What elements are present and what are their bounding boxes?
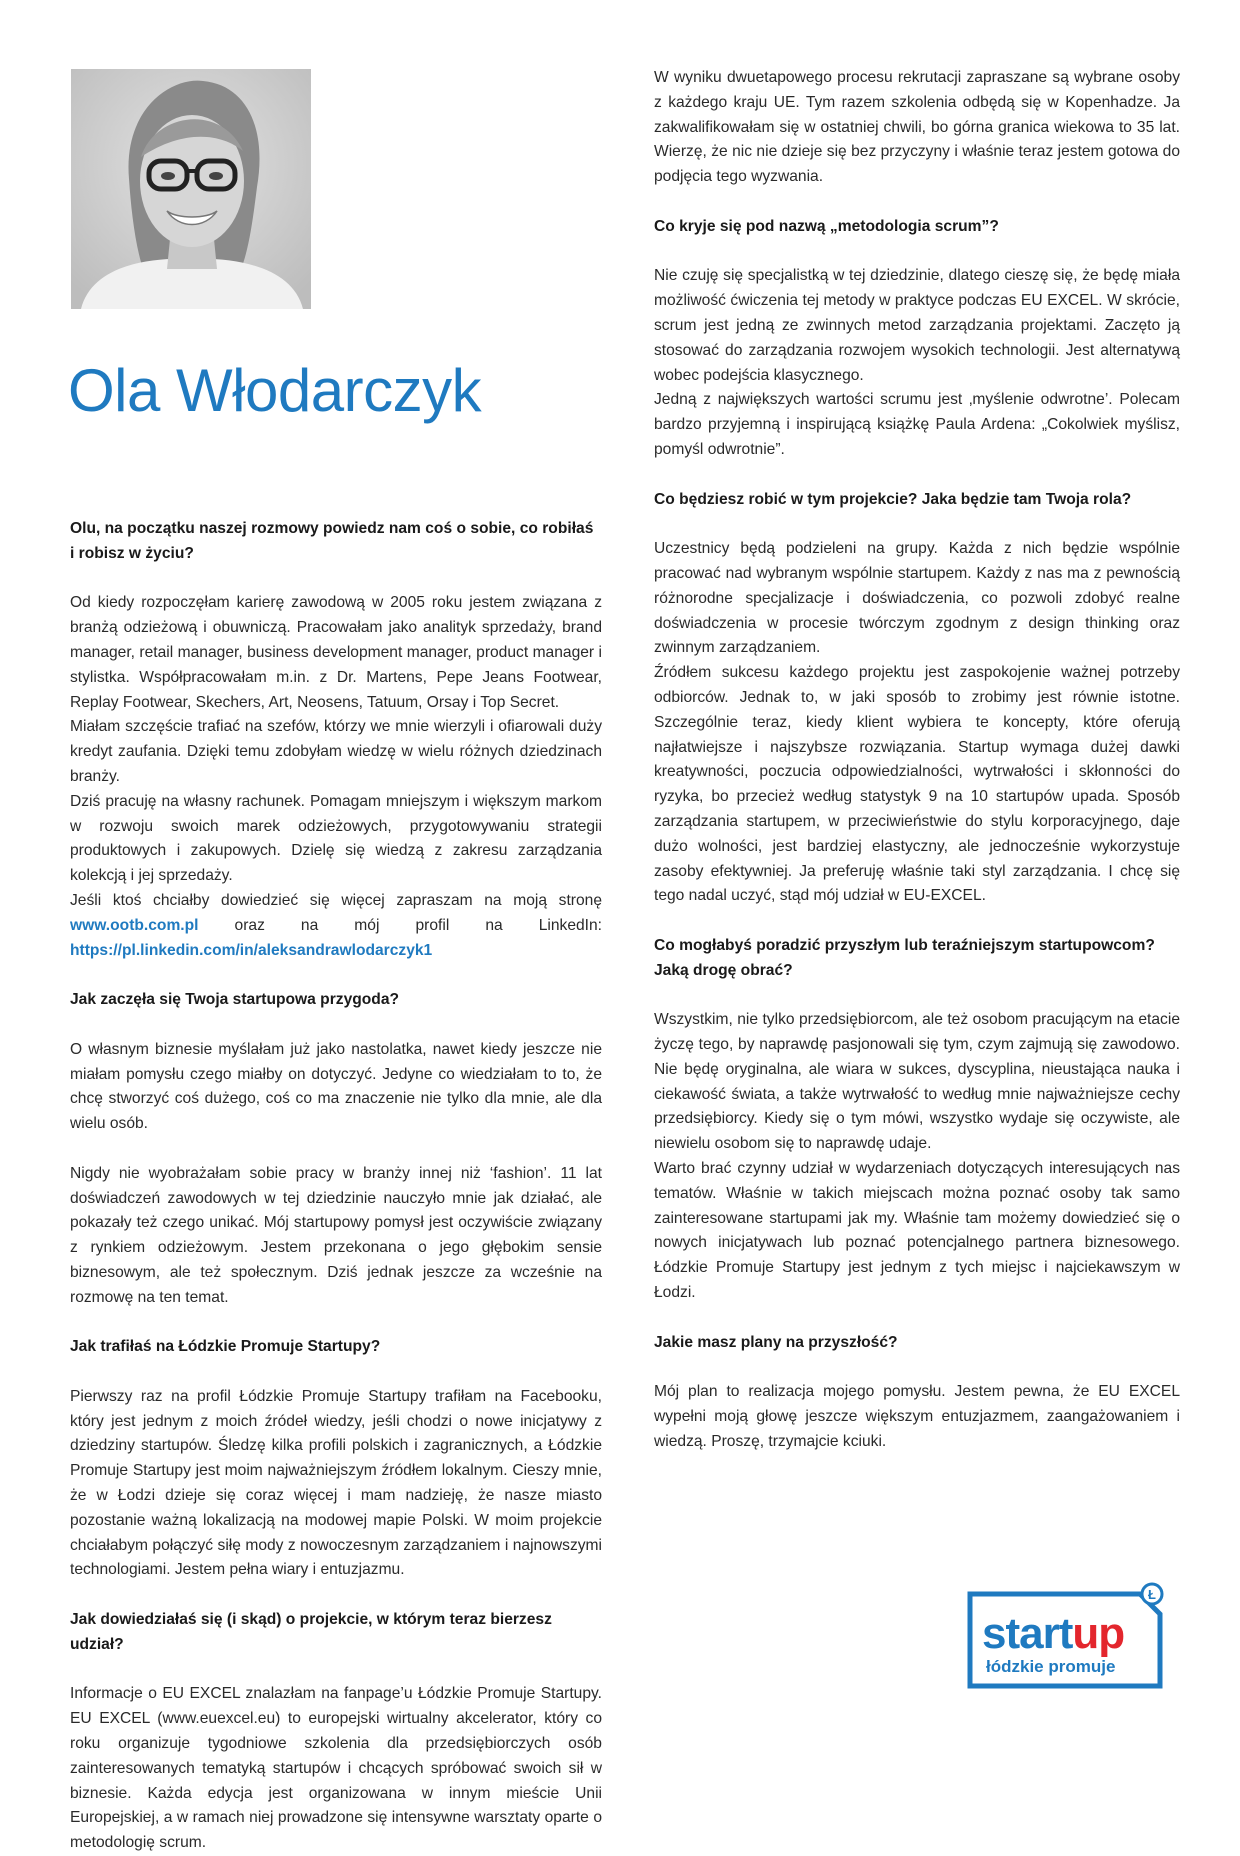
question-heading: Olu, na początku naszej rozmowy powiedz nam coś o sobie, co robiłaś i robisz w życiu? — [70, 520, 594, 562]
answer-paragraph: Uczestnicy będą podzieleni na grupy. Każda z nich będzie wspólnie pracować nad wybranym wspólnie startupem. Każdy z nas ma z pewnością różnorodne specjalizacje i doświadczenia, co pozwoli zdobyć realne doświadczenia w procesie twórczym zgodnym z design thinking oraz zwinnym zarządzaniem. — [654, 540, 1180, 657]
right-column — [654, 66, 1180, 1455]
answer-paragraph: Informacje o EU EXCEL znalazłam na fanpage’u Łódzkie Promuje Startupy. EU EXCEL (www.euexcel.eu) to europejski wirtualny akcelerator, który co roku organizuje tygodniowe szkolenia dla przedsiębiorczych osób zainteresowanych tematyką startupów i chcących spróbować swoich sił w biznesie. Każda edycja jest organizowana w innym mieście Unii Europejskiej, a w ramach niej prowadzone się intensywne warsztaty oparte o metodologię scrum. — [70, 1685, 602, 1852]
logo-tagline: łódzkie promuje — [986, 1657, 1116, 1676]
question-heading: Co kryje się pod nazwą „metodologia scrum”? — [654, 217, 999, 235]
answer-paragraph: Miałam szczęście trafiać na szefów, którzy we mnie wierzyli i ofiarowali duży kredyt zaufania. Dzięki temu zdobyłam wiedzę w wielu różnych dziedzinach branży. — [70, 718, 602, 785]
startup-lodzkie-promuje-logo — [964, 1582, 1168, 1692]
person-name: Ola Włodarczyk — [68, 357, 482, 424]
left-column — [70, 517, 602, 1856]
answer-paragraph: Nigdy nie wyobrażałam sobie pracy w branży innej niż ‘fashion’. 11 lat doświadczeń zawodowych w tej dziedzinie nauczyło mnie jak działać, ale pokazały też czego unikać. Mój startupowy pomysł jest oczywiście związany z rynkiem odzieżowym. Jestem przekonana o jego głębokim sensie biznesowym, ale też społecznym. Dziś jednak jeszcze za wcześnie na rozmowę na ten temat. — [70, 1164, 602, 1306]
question-heading: Jak trafiłaś na Łódzkie Promuje Startupy? — [70, 1338, 381, 1356]
logo-graphic — [964, 1582, 1168, 1692]
question-heading: Jakie masz plany na przyszłość? — [654, 1333, 898, 1351]
question-heading: Jak zaczęła się Twoja startupowa przygoda? — [70, 991, 400, 1009]
portrait-photo — [71, 69, 311, 309]
answer-paragraph: Wszystkim, nie tylko przedsiębiorcom, ale też osobom pracującym na etacie życzę tego, by naprawdę pasjonowali się tym, czym zajmują się zawodowo. Nie będę oryginalna, ale wiara w sukces, dyscyplina, nieustająca nauka i ciekawość świata, a także wytrwałość to według mnie najważniejsze cechy przedsiębiorcy. Kiedy się o tym mówi, wszystko wydaje się oczywiste, ale niewielu osobom się to naprawdę udaje. — [654, 1011, 1180, 1153]
answer-paragraph-with-links — [70, 889, 602, 963]
question-heading — [654, 934, 1180, 984]
question-line: Co mogłabyś poradzić przyszłym lub teraźniejszym startupowcom? — [654, 936, 1155, 954]
answer-paragraph: Od kiedy rozpoczęłam karierę zawodową w 2005 roku jestem związana z branżą odzieżową i obuwniczą. Pracowałam jako analityk sprzedaży, brand manager, retail manager, business development manager, product manager i stylistka. Współpracowałam m.in. z Dr. Martens, Pepe Jeans Footwear, Replay Footwear, Skechers, Art, Neosens, Tatuum, Orsay i Top Secret. — [70, 594, 602, 711]
question-heading: Co będziesz robić w tym projekcie? Jaka będzie tam Twoja rola? — [654, 490, 1132, 508]
answer-paragraph: Mój plan to realizacja mojego pomysłu. Jestem pewna, że EU EXCEL wypełni moją głowę jeszcze większym entuzjazmem, zaangażowaniem i wiedzą. Proszę, trzymajcie kciuki. — [654, 1383, 1180, 1450]
question-heading: Jak dowiedziałaś się (i skąd) o projekcie, w którym teraz bierzesz udział? — [70, 1611, 552, 1653]
answer-paragraph: Pierwszy raz na profil Łódzkie Promuje Startupy trafiłam na Facebooku, który jest jednym z moich źródeł wiedzy, jeśli chodzi o nowe inicjatywy z dziedziny startupów. Śledzę kilka profili polskich i zagranicznych, a Łódzkie Promuje Startupy jest moim najważniejszym źródłem lokalnym. Cieszy mnie, że w Łodzi dzieje się coraz więcej i mam nadzieję, że nasze miasto pozostanie ważną lokalizacją na modowej mapie Polski. W moim projekcie chciałabym połączyć siłę mody z nowoczesnym zarządzaniem i najnowszymi technologiami. Jestem pełna wiary i entuzjazmu. — [70, 1387, 602, 1579]
logo-badge-letter: Ł — [1148, 1587, 1156, 1602]
question-line: Jaką drogę obrać? — [654, 961, 793, 979]
answer-paragraph: Nie czuję się specjalistką w tej dziedzinie, dlatego cieszę się, że będę miała możliwość ćwiczenia tej metody w praktyce podczas EU EXCEL. W skrócie, scrum jest jedną ze zwinnych metod zarządzania projektami. Zaczęto ją stosować do zarządzania rozwojem wysokich technologii. Jest alternatywą wobec podejścia klasycznego. — [654, 267, 1180, 384]
website-link[interactable]: www.ootb.com.pl — [70, 916, 199, 934]
answer-paragraph: O własnym biznesie myślałam już jako nastolatka, nawet kiedy jeszcze nie miałam pomysłu czego miałby on dotyczyć. Jedyne co wiedziałam to to, że chcę stworzyć coś dużego, coś co ma znaczenie nie tylko dla mnie, ale dla wielu osób. — [70, 1040, 602, 1133]
answer-paragraph: Źródłem sukcesu każdego projektu jest zaspokojenie ważnej potrzeby odbiorców. Jednak to, w jaki sposób to zrobimy jest równie istotne. Szczególnie teraz, kiedy klient wybiera te koncepty, które oferują najłatwiejsze i najszybsze rozwiązania. Startup wymaga dużej dawki kreatywności, poczucia odpowiedzialności, wytrwałości i skłonności do ryzyka, bo przecież według statystyk 9 na 10 startupów upada. Sposób zarządzania startupem, w przeciwieństwie do stylu korporacyjnego, daje dużo wolności, jest bardziej elastyczny, ale jednocześnie wykorzystuje zasoby efektywniej. Ja preferuję właśnie taki styl zarządzania. I chcę się tego nadal uczyć, stąd mój udział w EU-EXCEL. — [654, 664, 1180, 905]
linkedin-link[interactable]: https://pl.linkedin.com/in/aleksandrawlodarczyk1 — [70, 941, 433, 959]
logo-word-start: startup — [982, 1609, 1125, 1658]
logo-word-up: up — [1072, 1609, 1125, 1658]
answer-text: oraz na mój profil na LinkedIn: — [198, 916, 602, 934]
answer-paragraph: Jedną z największych wartości scrumu jest ‚myślenie odwrotne’. Polecam bardzo przyjemną i inspirującą książkę Paula Ardena: „Cokolwiek myślisz, pomyśl odwrotnie”. — [654, 391, 1180, 458]
answer-text: Jeśli ktoś chciałby dowiedzieć się więcej zapraszam na moją stronę — [70, 891, 602, 909]
portrait-illustration — [71, 69, 311, 309]
answer-paragraph: Dziś pracuję na własny rachunek. Pomagam mniejszym i większym markom w rozwoju swoich marek odzieżowych, przygotowywaniu strategii produktowych i zakupowych. Dzielę się wiedzą z zakresu zarządzania kolekcją i jej sprzedaży. — [70, 792, 602, 885]
answer-paragraph: W wyniku dwuetapowego procesu rekrutacji zapraszane są wybrane osoby z każdego kraju UE. Tym razem szkolenia odbędą się w Kopenhadze. Ja zakwalifikowałam się w ostatniej chwili, bo górna granica wiekowa to 35 lat. Wierzę, że nic nie dzieje się bez przyczyny i właśnie teraz jestem gotowa do podjęcia tego wyzwania. — [654, 69, 1180, 186]
answer-paragraph: Warto brać czynny udział w wydarzeniach dotyczących interesujących nas tematów. Właśnie w takich miejscach można poznać osoby tak samo zainteresowane startupami jak my. Właśnie tam możemy dowiedzieć się o nowych inicjatywach lub poznać potencjalnego partnera biznesowego. Łódzkie Promuje Startupy jest jednym z tych miejsc i najciekawszym w Łodzi. — [654, 1160, 1180, 1302]
